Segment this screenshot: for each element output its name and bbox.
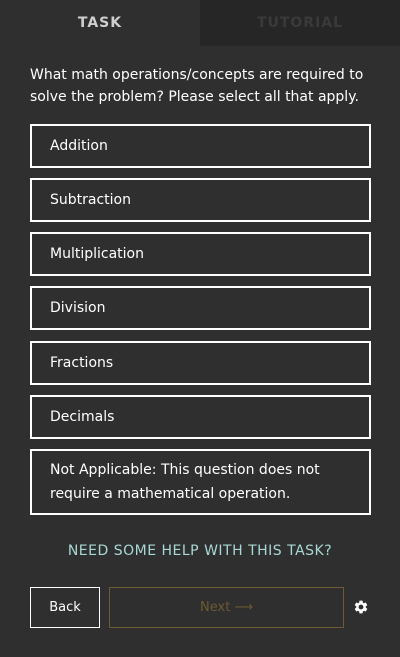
next-button[interactable] [109, 587, 344, 628]
tab-tutorial[interactable]: TUTORIAL [200, 0, 400, 46]
option-fractions[interactable] [30, 341, 371, 385]
option-label: Division [50, 300, 106, 316]
help-link[interactable]: NEED SOME HELP WITH THIS TASK? [67, 543, 333, 559]
option-label: Multiplication [50, 246, 144, 262]
gear-icon[interactable] [353, 599, 369, 615]
option-addition[interactable] [30, 124, 371, 168]
option-multiplication[interactable] [30, 232, 371, 276]
option-label: Addition [50, 138, 108, 154]
tab-bar [0, 0, 400, 46]
question-text: What math operations/concepts are required to solve the problem? Please select all that apply. [30, 67, 364, 105]
back-button[interactable] [30, 587, 100, 628]
arrow-right-icon: ⟶ [234, 600, 253, 615]
next-button-label: Next [200, 600, 231, 615]
option-label: Not Applicable: This question does not require a mathematical operation. [50, 462, 320, 502]
option-label: Subtraction [50, 192, 131, 208]
back-button-label: Back [49, 600, 81, 615]
option-label: Fractions [50, 355, 114, 371]
option-label: Decimals [50, 409, 115, 425]
option-subtraction[interactable] [30, 178, 371, 222]
option-not-applicable[interactable] [30, 449, 371, 515]
option-decimals[interactable] [30, 395, 371, 439]
option-division[interactable] [30, 286, 371, 330]
tab-task[interactable]: TASK [0, 0, 200, 46]
